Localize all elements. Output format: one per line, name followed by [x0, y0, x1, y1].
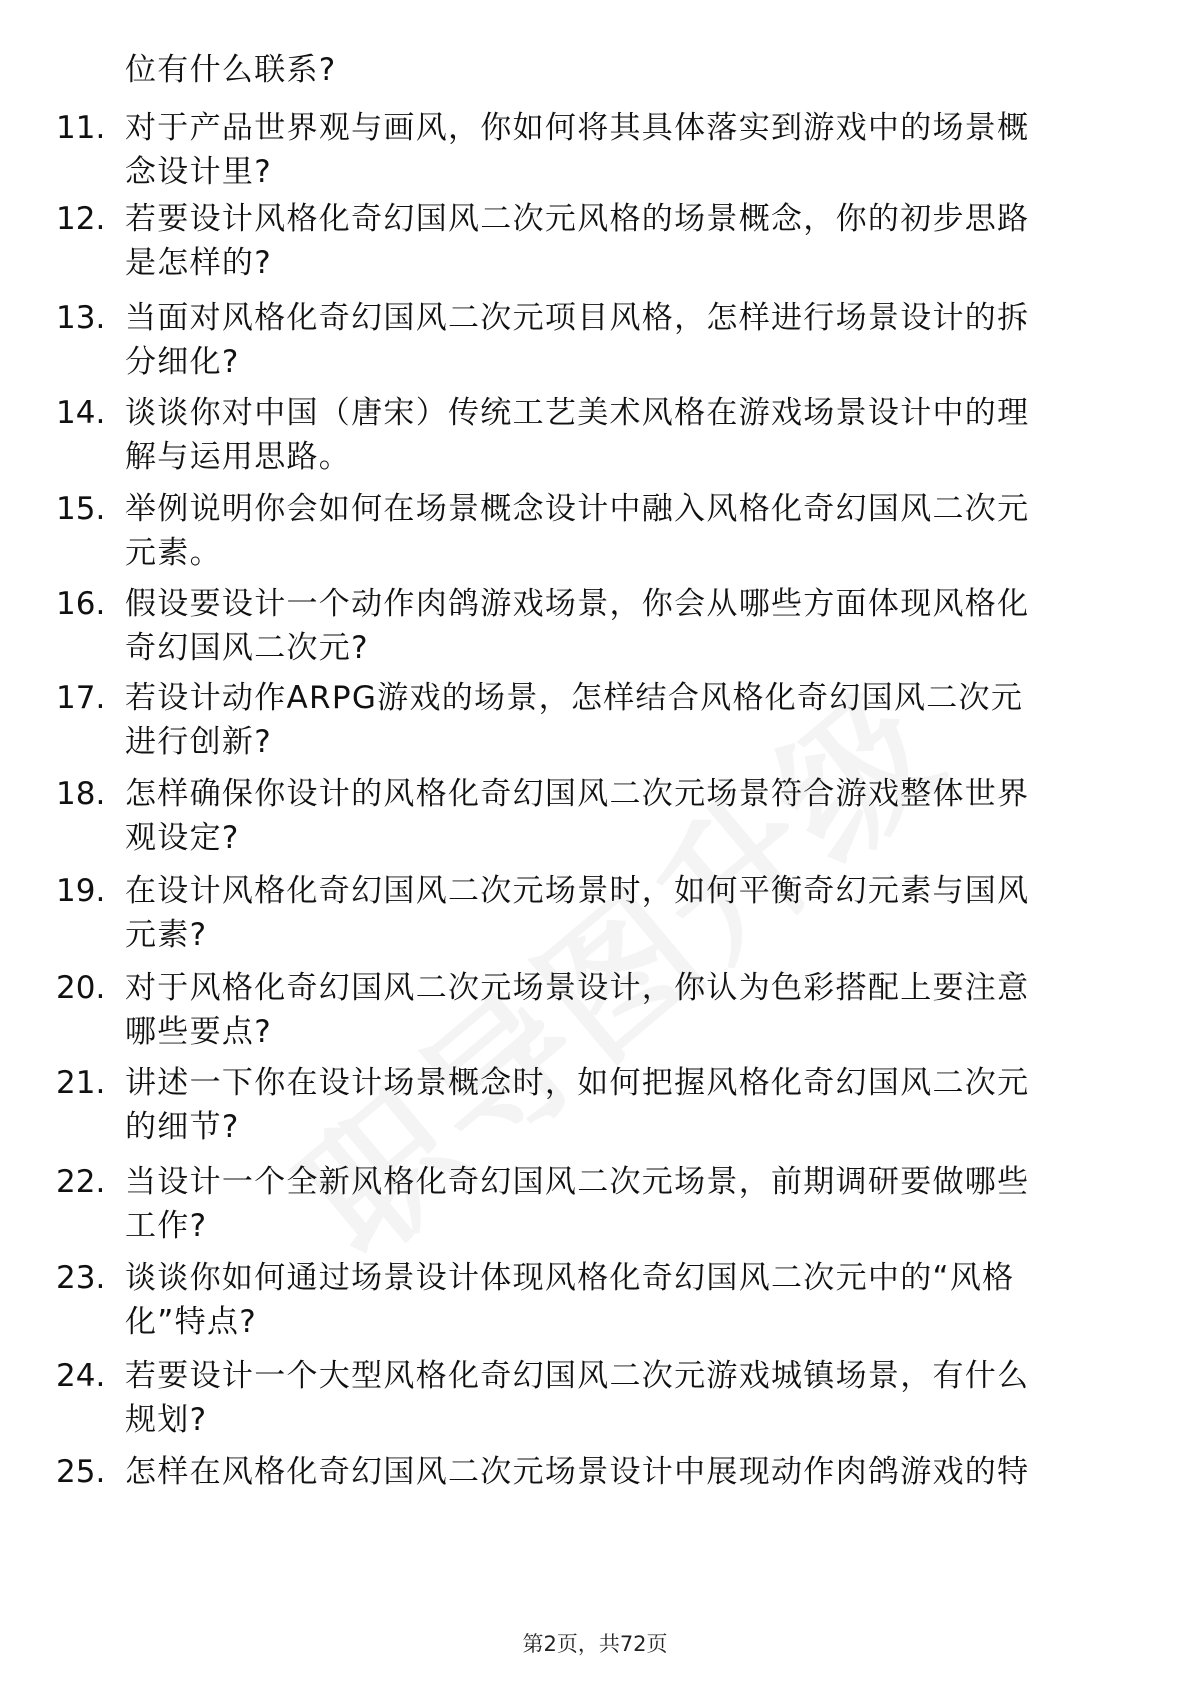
question-number: 11. [56, 110, 106, 146]
question-text [125, 391, 1125, 479]
question-line: 哪些要点? [125, 1014, 272, 1050]
question-line: 对于产品世界观与画风，你如何将其具体落实到游戏中的场景概 [125, 110, 1030, 146]
question-line: 工作? [125, 1208, 208, 1244]
question-line: 怎样在风格化奇幻国风二次元场景设计中展现动作肉鸽游戏的特 [125, 1454, 1030, 1490]
question-line: 是怎样的? [125, 245, 272, 281]
question-line: 若设计动作ARPG游戏的场景，怎样结合风格化奇幻国风二次元 [125, 680, 1024, 716]
question-number: 25. [56, 1454, 106, 1490]
question-text [125, 1256, 1125, 1344]
question-text [125, 582, 1125, 670]
page-footer: 第2页，共72页 [522, 1632, 668, 1656]
question-text [125, 296, 1125, 384]
question-line: 解与运用思路。 [125, 439, 352, 475]
question-line: 念设计里? [125, 154, 272, 190]
question-line: 讲述一下你在设计场景概念时，如何把握风格化奇幻国风二次元 [125, 1065, 1030, 1101]
question-text [125, 772, 1125, 860]
question-text [125, 676, 1125, 764]
question-text [125, 1354, 1125, 1442]
continuation-text: 位有什么联系? [125, 52, 337, 88]
question-text [125, 487, 1125, 575]
question-line: 举例说明你会如何在场景概念设计中融入风格化奇幻国风二次元 [125, 491, 1030, 527]
question-line: 元素。 [125, 535, 222, 571]
question-line: 假设要设计一个动作肉鸽游戏场景，你会从哪些方面体现风格化 [125, 586, 1030, 622]
question-line: 谈谈你如何通过场景设计体现风格化奇幻国风二次元中的“风格 [125, 1260, 1015, 1296]
question-text [125, 966, 1125, 1054]
question-number: 21. [56, 1065, 106, 1101]
question-number: 17. [56, 680, 106, 716]
question-line: 若要设计风格化奇幻国风二次元风格的场景概念，你的初步思路 [125, 201, 1030, 237]
question-line: 规划? [125, 1402, 208, 1438]
question-number: 23. [56, 1260, 106, 1296]
question-text [125, 197, 1125, 285]
question-number: 15. [56, 491, 106, 527]
question-number: 13. [56, 300, 106, 336]
question-number: 24. [56, 1358, 106, 1394]
question-text [125, 1450, 1125, 1494]
question-text [125, 106, 1125, 194]
question-line: 奇幻国风二次元? [125, 630, 369, 666]
question-line: 怎样确保你设计的风格化奇幻国风二次元场景符合游戏整体世界 [125, 776, 1030, 812]
question-text [125, 1061, 1125, 1149]
question-text [125, 1160, 1125, 1248]
question-number: 22. [56, 1164, 106, 1200]
question-line: 谈谈你对中国（唐宋）传统工艺美术风格在游戏场景设计中的理 [125, 395, 1030, 431]
question-line: 观设定? [125, 820, 240, 856]
question-number: 16. [56, 586, 106, 622]
question-number: 20. [56, 970, 106, 1006]
question-line: 的细节? [125, 1109, 240, 1145]
question-number: 18. [56, 776, 106, 812]
question-line: 当面对风格化奇幻国风二次元项目风格，怎样进行场景设计的拆 [125, 300, 1030, 336]
question-line: 若要设计一个大型风格化奇幻国风二次元游戏城镇场景，有什么 [125, 1358, 1030, 1394]
question-number: 12. [56, 201, 106, 237]
question-line: 对于风格化奇幻国风二次元场景设计，你认为色彩搭配上要注意 [125, 970, 1030, 1006]
question-text [125, 869, 1125, 957]
question-line: 化”特点? [125, 1304, 258, 1340]
question-number: 14. [56, 395, 106, 431]
question-line: 当设计一个全新风格化奇幻国风二次元场景，前期调研要做哪些 [125, 1164, 1030, 1200]
question-line: 进行创新? [125, 724, 272, 760]
question-line: 分细化? [125, 344, 240, 380]
question-line: 在设计风格化奇幻国风二次元场景时，如何平衡奇幻元素与国风 [125, 873, 1030, 909]
question-line: 元素? [125, 917, 208, 953]
question-number: 19. [56, 873, 106, 909]
